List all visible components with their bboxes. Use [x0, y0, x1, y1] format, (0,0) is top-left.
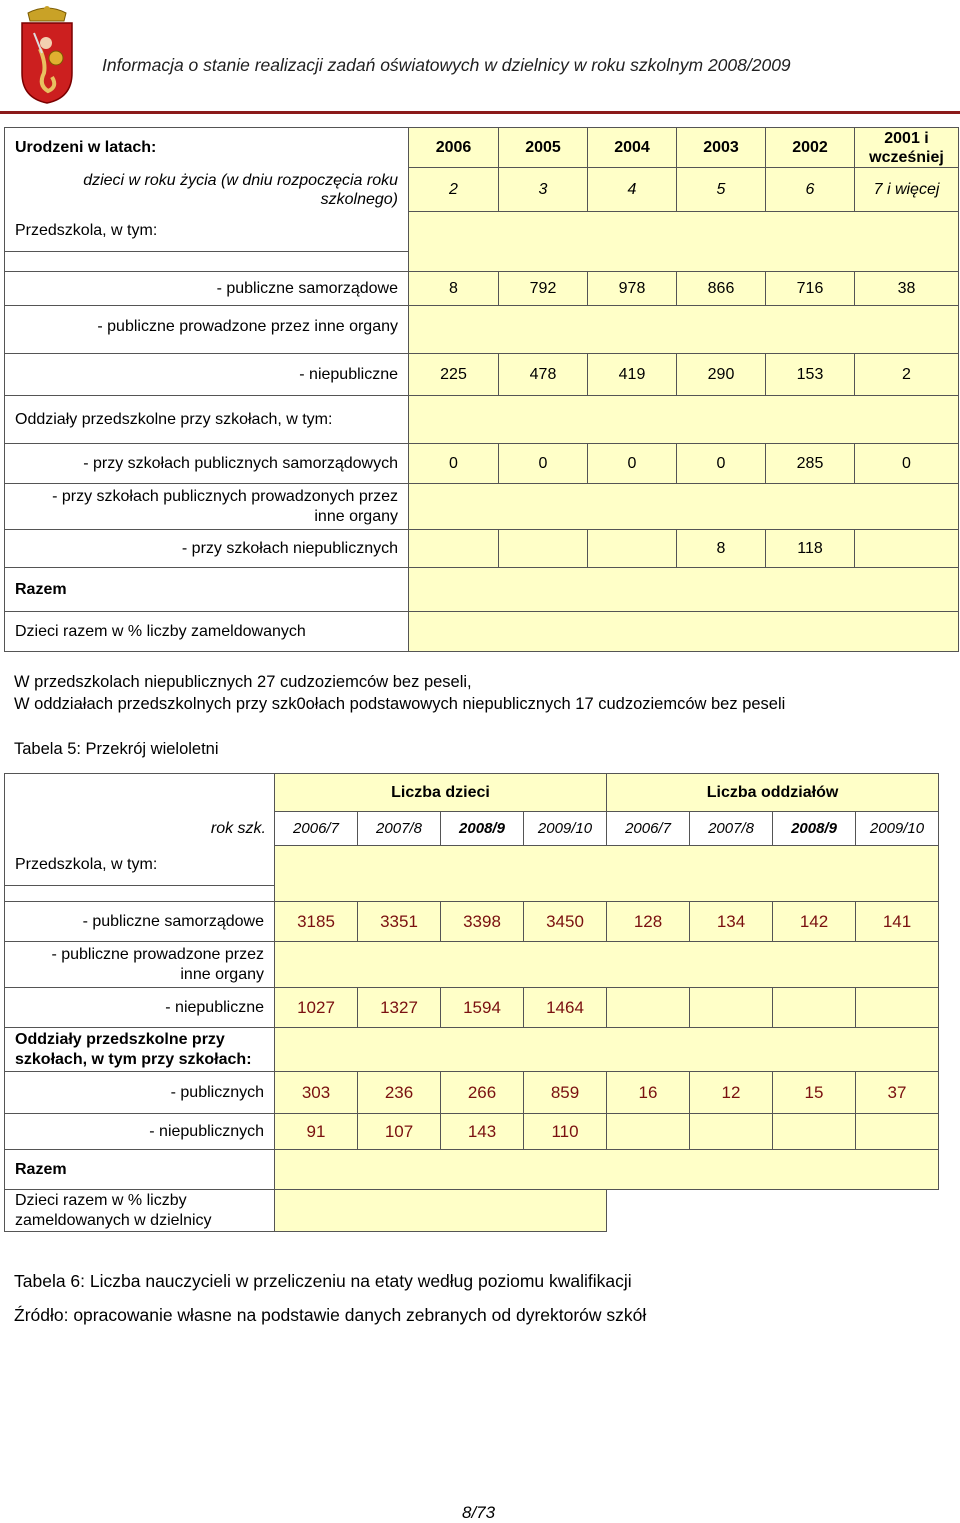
value-cell: 0	[588, 444, 677, 484]
year-label: Urodzeni w latach:	[5, 128, 409, 168]
empty-cell	[275, 846, 939, 902]
note-line-1: W przedszkolach niepublicznych 27 cudzoziemców bez peseli,	[14, 673, 472, 691]
value-cell: 0	[677, 444, 766, 484]
row-label: - publiczne prowadzone przez inne organy	[5, 306, 409, 354]
table5-caption: Tabela 5: Przekrój wieloletni	[14, 740, 219, 758]
value-cell: 303	[275, 1072, 358, 1114]
row-label: Przedszkola, w tym:	[5, 846, 275, 886]
group-header-children: Liczba dzieci	[275, 774, 607, 812]
spacer-cell	[5, 886, 275, 902]
value-cell: 110	[524, 1114, 607, 1150]
value-cell: 15	[773, 1072, 856, 1114]
row-label: - publiczne samorządowe	[5, 902, 275, 942]
empty-cell	[409, 212, 959, 272]
table-row	[5, 1150, 939, 1190]
row-label: - przy szkołach niepublicznych	[5, 530, 409, 568]
row-label: Razem	[5, 568, 409, 612]
empty-cell	[409, 306, 959, 354]
warsaw-crest-icon	[18, 3, 76, 105]
value-cell	[409, 530, 499, 568]
empty-cell	[275, 1190, 607, 1232]
table-row	[5, 396, 959, 444]
value-cell: 1027	[275, 988, 358, 1028]
year-cell: 2007/8	[358, 812, 441, 846]
value-cell: 128	[607, 902, 690, 942]
page-number: 8/73	[462, 1503, 496, 1522]
empty-cell	[409, 568, 959, 612]
value-cell: 16	[607, 1072, 690, 1114]
year-cell: 2009/10	[856, 812, 939, 846]
table-multiyear	[4, 773, 939, 1232]
value-cell: 236	[358, 1072, 441, 1114]
table-row	[5, 1028, 939, 1072]
empty-cell	[409, 484, 959, 530]
age-label: dzieci w roku życia (w dniu rozpoczęcia roku szkolnego)	[5, 168, 409, 212]
table-row	[5, 846, 939, 886]
year-cell: 2004	[588, 128, 677, 168]
empty-cell	[275, 1150, 939, 1190]
row-label-text: Oddziały przedszkolne przy szkołach, w tym przy szkołach:	[15, 1030, 252, 1068]
value-cell: 290	[677, 354, 766, 396]
value-cell: 37	[856, 1072, 939, 1114]
spacer-cell	[5, 252, 409, 272]
spacer-cell	[5, 774, 275, 812]
table-row	[5, 128, 959, 168]
row-label: Przedszkola, w tym:	[5, 212, 409, 252]
year-cell: 2003	[677, 128, 766, 168]
value-cell: 1464	[524, 988, 607, 1028]
value-cell: 3351	[358, 902, 441, 942]
value-cell: 716	[766, 272, 855, 306]
row-label: - przy szkołach publicznych samorządowych	[5, 444, 409, 484]
age-cell: 4	[588, 168, 677, 212]
value-cell: 1594	[441, 988, 524, 1028]
rok-label: rok szk.	[5, 812, 275, 846]
row-label: - niepublicznych	[5, 1114, 275, 1150]
value-cell	[690, 1114, 773, 1150]
year-cell: 2009/10	[524, 812, 607, 846]
value-cell	[773, 1114, 856, 1150]
table-row	[5, 988, 939, 1028]
age-cell: 3	[499, 168, 588, 212]
year-cell: 2006	[409, 128, 499, 168]
value-cell: 285	[766, 444, 855, 484]
table-row	[5, 1190, 939, 1232]
value-cell	[690, 988, 773, 1028]
table-row	[5, 568, 959, 612]
table-row	[5, 1114, 939, 1150]
blank-area	[607, 1190, 939, 1232]
value-cell: 2	[855, 354, 959, 396]
source-note: Źródło: opracowanie własne na podstawie danych zebranych od dyrektorów szkół	[14, 1305, 647, 1325]
value-cell: 478	[499, 354, 588, 396]
value-cell: 12	[690, 1072, 773, 1114]
table-row	[5, 812, 939, 846]
value-cell: 142	[773, 902, 856, 942]
value-cell: 266	[441, 1072, 524, 1114]
row-label: - publiczne prowadzone przez inne organy	[5, 942, 275, 988]
year-cell: 2005	[499, 128, 588, 168]
age-cell: 5	[677, 168, 766, 212]
document-title: Informacja o stanie realizacji zadań oświatowych w dzielnicy w roku szkolnym 2008/2009	[102, 55, 791, 75]
table-row	[5, 1072, 939, 1114]
table-row	[5, 212, 959, 252]
value-cell: 91	[275, 1114, 358, 1150]
value-cell	[856, 988, 939, 1028]
table-row	[5, 354, 959, 396]
value-cell: 225	[409, 354, 499, 396]
table-row	[5, 444, 959, 484]
page-header	[0, 0, 960, 115]
value-cell: 134	[690, 902, 773, 942]
value-cell	[607, 1114, 690, 1150]
value-cell	[607, 988, 690, 1028]
table-row	[5, 902, 939, 942]
table6-caption: Tabela 6: Liczba nauczycieli w przeliczeniu na etaty według poziomu kwalifikacji	[14, 1271, 632, 1291]
value-cell: 3450	[524, 902, 607, 942]
age-cell: 2	[409, 168, 499, 212]
row-label: - niepubliczne	[5, 354, 409, 396]
row-label: - niepubliczne	[5, 988, 275, 1028]
table-row	[5, 942, 939, 988]
age-cell: 6	[766, 168, 855, 212]
value-cell: 0	[855, 444, 959, 484]
row-label: Dzieci razem w % liczby zameldowanych	[5, 612, 409, 652]
value-cell: 859	[524, 1072, 607, 1114]
year-cell: 2006/7	[275, 812, 358, 846]
value-cell: 978	[588, 272, 677, 306]
value-cell: 866	[677, 272, 766, 306]
empty-cell	[275, 942, 939, 988]
table-row	[5, 272, 959, 306]
value-cell	[856, 1114, 939, 1150]
header-rule	[0, 111, 960, 114]
value-cell: 107	[358, 1114, 441, 1150]
row-label: Dzieci razem w % liczby zameldowanych w dzielnicy	[5, 1190, 275, 1232]
value-cell	[588, 530, 677, 568]
year-cell: 2008/9	[773, 812, 856, 846]
value-cell: 38	[855, 272, 959, 306]
row-label: - publiczne samorządowe	[5, 272, 409, 306]
table-row	[5, 484, 959, 530]
row-label: - przy szkołach publicznych prowadzonych przez inne organy	[5, 484, 409, 530]
table-row	[5, 612, 959, 652]
row-label: Razem	[5, 1150, 275, 1190]
value-cell: 1327	[358, 988, 441, 1028]
row-label: - publicznych	[5, 1072, 275, 1114]
note-line-2: W oddziałach przedszkolnych przy szk0ołach podstawowych niepublicznych 17 cudzoziemców bez peseli	[14, 695, 786, 713]
value-cell: 118	[766, 530, 855, 568]
row-label: Oddziały przedszkolne przy szkołach, w tym:	[5, 396, 409, 444]
value-cell: 792	[499, 272, 588, 306]
value-cell	[499, 530, 588, 568]
age-cell: 7 i więcej	[855, 168, 959, 212]
value-cell: 143	[441, 1114, 524, 1150]
table-row	[5, 168, 959, 212]
value-cell: 419	[588, 354, 677, 396]
empty-cell	[275, 1028, 939, 1072]
value-cell: 153	[766, 354, 855, 396]
year-cell: 2001 i wcześniej	[855, 128, 959, 168]
value-cell	[773, 988, 856, 1028]
year-cell: 2002	[766, 128, 855, 168]
value-cell	[855, 530, 959, 568]
value-cell: 0	[499, 444, 588, 484]
empty-cell	[409, 396, 959, 444]
table-row	[5, 530, 959, 568]
value-cell: 3185	[275, 902, 358, 942]
value-cell: 141	[856, 902, 939, 942]
row-label	[5, 1028, 275, 1072]
value-cell: 3398	[441, 902, 524, 942]
value-cell: 0	[409, 444, 499, 484]
table-birth-years	[4, 127, 959, 652]
empty-cell	[409, 612, 959, 652]
group-header-classes: Liczba oddziałów	[607, 774, 939, 812]
table-row	[5, 306, 959, 354]
year-cell: 2006/7	[607, 812, 690, 846]
year-cell: 2008/9	[441, 812, 524, 846]
value-cell: 8	[409, 272, 499, 306]
value-cell: 8	[677, 530, 766, 568]
year-cell: 2007/8	[690, 812, 773, 846]
table-row	[5, 774, 939, 812]
